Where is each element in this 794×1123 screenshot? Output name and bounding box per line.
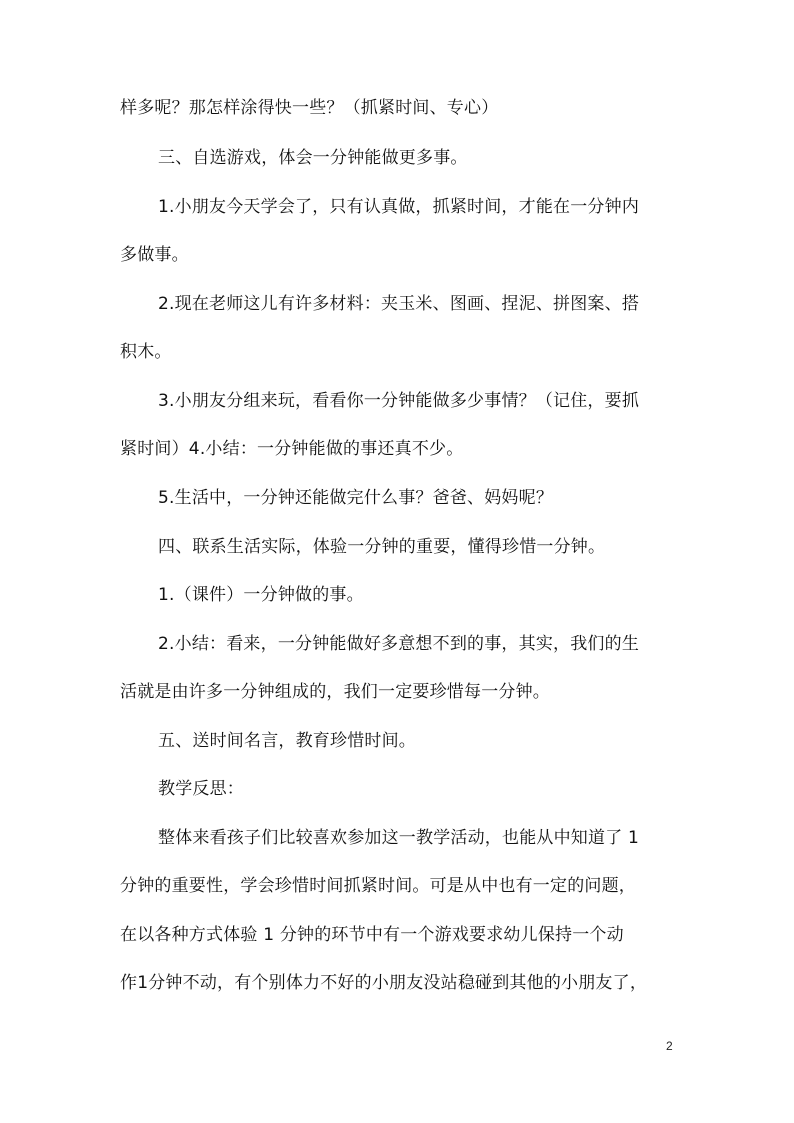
- text-line: 3.小朋友分组来玩，看看你一分钟能做多少事情？（记住，要抓: [158, 391, 640, 411]
- page-number: 2: [666, 1039, 673, 1053]
- text-line: 样多呢？那怎样涂得快一些？（抓紧时间、专心）: [120, 98, 499, 118]
- section-heading: 四、联系生活实际，体验一分钟的重要，懂得珍惜一分钟。: [158, 537, 606, 557]
- reflection-heading: 教学反思：: [158, 779, 244, 799]
- text-line: 多做事。: [120, 245, 189, 265]
- text-line: 作1分钟不动，有个别体力不好的小朋友没站稳碰到其他的小朋友了，: [120, 973, 648, 993]
- text-line: 积木。: [120, 342, 172, 362]
- text-line: 2.小结：看来，一分钟能做好多意想不到的事，其实，我们的生: [158, 634, 640, 654]
- section-heading: 三、自选游戏，体会一分钟能做更多事。: [158, 148, 468, 168]
- text-line: 1.（课件）一分钟做的事。: [158, 585, 364, 605]
- text-line: 5.生活中，一分钟还能做完什么事？爸爸、妈妈呢？: [158, 488, 554, 508]
- text-line: 活就是由许多一分钟组成的，我们一定要珍惜每一分钟。: [120, 682, 550, 702]
- text-line: 1.小朋友今天学会了，只有认真做，抓紧时间，才能在一分钟内: [158, 197, 640, 217]
- text-line: 整体来看孩子们比较喜欢参加这一教学活动，也能从中知道了 1: [158, 828, 640, 848]
- text-line: 2.现在老师这儿有许多材料：夹玉米、图画、捏泥、拼图案、搭: [158, 294, 640, 314]
- text-line: 紧时间）4.小结：一分钟能做的事还真不少。: [120, 439, 464, 459]
- text-line: 在以各种方式体验 1 分钟的环节中有一个游戏要求幼儿保持一个动: [120, 925, 624, 945]
- section-heading: 五、送时间名言，教育珍惜时间。: [158, 731, 416, 751]
- text-line: 分钟的重要性，学会珍惜时间抓紧时间。可是从中也有一定的问题，: [120, 876, 636, 896]
